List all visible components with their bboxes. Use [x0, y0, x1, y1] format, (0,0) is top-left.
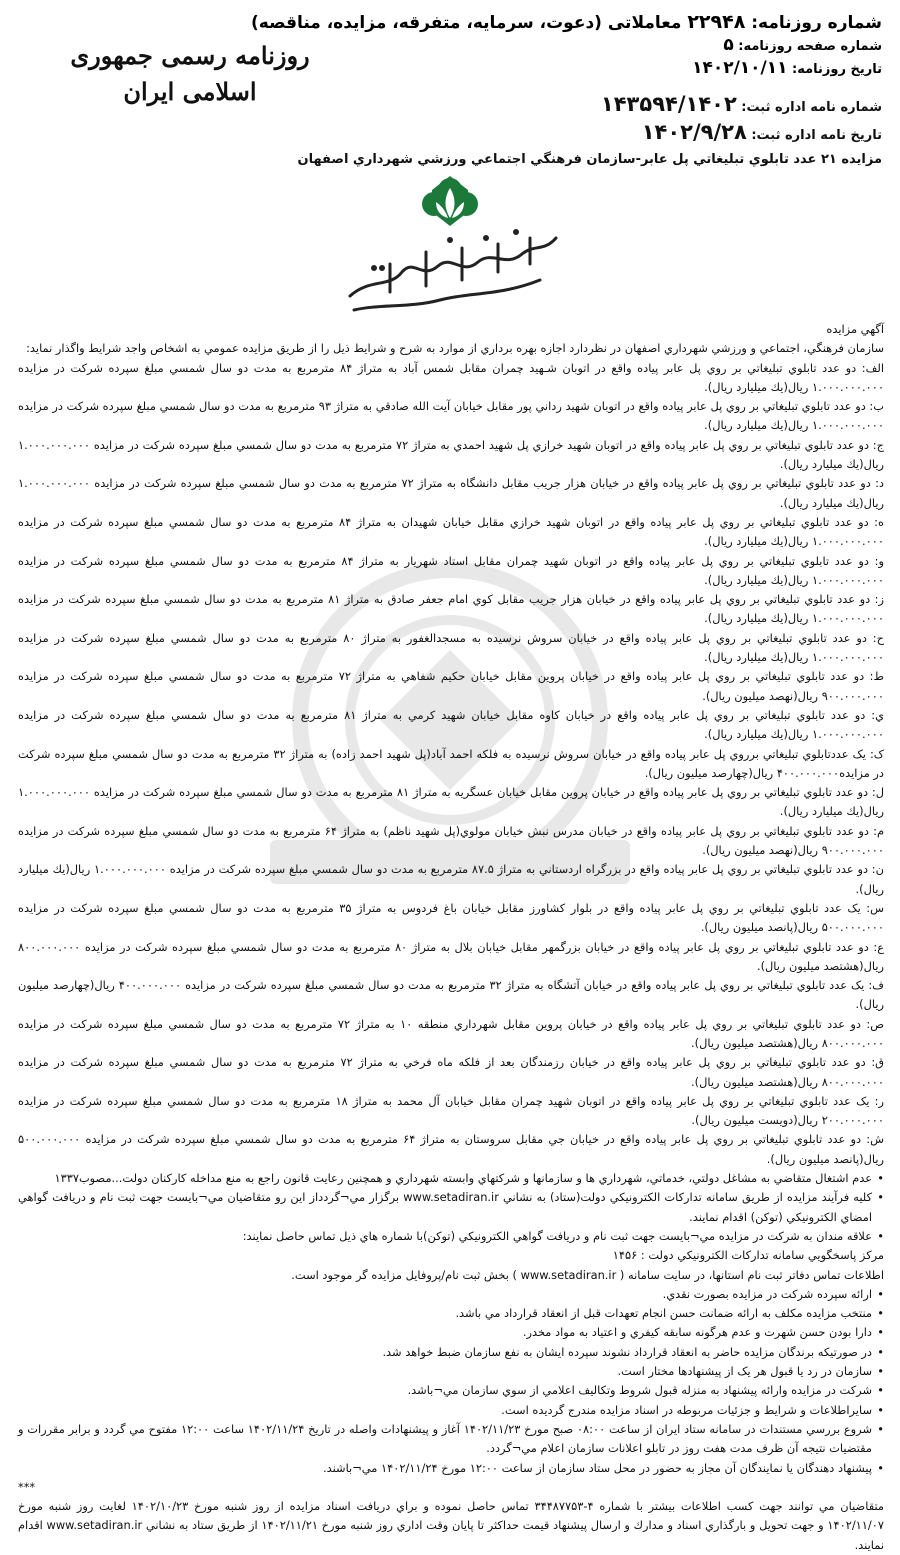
list-item: د: دو عدد تابلوي تبليغاتي بر روي پل عابر پياده واقع در خيابان هزار جريب مقابل دانشگاه به متراژ ۷۲ مترمربع به مدت دو سال شمسي مبلغ سپرده شركت در مزايده ۱.۰۰۰.۰۰۰.۰۰۰ ريال(يك ميليارد ريال).	[18, 476, 884, 510]
condition-item: • علاقه مندان به شركت در مزايده مي¬بايست جهت ثبت نام و دريافت گواهي الكترونيكي (توكن)با شماره هاي ذيل تماس حاصل نمايند:	[18, 1227, 884, 1246]
list-item: ح: دو عدد تابلوي تبليغاتي بر روي پل عابر پياده واقع در خيابان سروش نرسيده به مسجدالغفور به متراژ ۸۰ مترمربع به مدت دو سال شمسي مبلغ سپرده شركت در مزايده ۱.۰۰۰.۰۰۰.۰۰۰ ريال(يك ميليارد ريال).	[18, 630, 884, 665]
list-item: ک: يک عددتابلوي تبليغاتي برروي پل عابر پياده واقع در خيابان سروش نرسيده به فلكه احمد آباد(پل شهيد احمد زاده) به متراژ ۳۲ مترمربع به مدت دو سال شمسي مبلغ سپرده شركت در مزايده۴۰۰.۰۰۰.۰۰۰ ريال(چهارصد ميليون ريال).	[18, 746, 885, 780]
terms-list	[18, 1285, 884, 1478]
term-item: • ارائه سپرده شركت در مزايده بصورت نقدي.	[18, 1285, 884, 1304]
term-item: • در صورتيكه برندگان مزايده حاضر به انعقاد قرارداد نشوند سپرده ايشان به نفع سازمان ضبط خواهد شد.	[18, 1343, 884, 1362]
newspaper-header	[251, 10, 882, 81]
list-item: ف: يک عدد تابلوي تبليغاتي بر روي پل عابر پياده واقع در خيابان آتشگاه به متراژ ۳۲ مترمربع به مدت دو سال شمسي مبلغ سپرده شركت در مزايده ۴۰۰.۰۰۰.۰۰۰ ريال(چهارصد ميليون ريال).	[18, 978, 884, 1012]
conditions-list	[18, 1169, 884, 1246]
term-item: • دارا بودن حسن شهرت و عدم هرگونه سابقه كيفري و اعتياد به مواد مخدر.	[18, 1323, 884, 1342]
list-item: ط: دو عدد تابلوي تبليغاتي بر روي پل عابر پياده واقع در خيابان پروين مقابل خيابان حكيم شفاهي به متراژ ۷۲ مترمربع به مدت دو سال شمسي مبلغ سپرده شركت در مزايده ۹۰۰.۰۰۰.۰۰۰ ريال(نهصد ميليون ريال).	[18, 669, 884, 703]
term-item: • پيشنهاد دهندگان يا نمايندگان آن مجاز به حضور در محل ستاد سازمان از ساعت ۱۲:۰۰ مورخ ۱۴۰۲/۱۱/۲۴ مي¬باشند.	[18, 1459, 884, 1478]
closing-paragraph: متقاضيان مي توانند جهت كسب اطلاعات بيشتر با شماره ۴-۳۴۴۸۷۷۵۳ تماس حاصل نموده و براي دريافت اسناد مزايده از روز شنبه مورخ ۱۴۰۲/۱۰/۲۳ لغايت روز شنبه مورخ ۱۴۰۲/۱۱/۰۷ و جهت تحويل و بارگذاري اسناد و مدارك و ارسال پيشنهاد قيمت حداكثر تا پايان وقت اداري روز شنبه مورخ ۱۴۰۲/۱۱/۲۱ از طريق ستاد به نشاني www.setadiran.ir اقدام نمايند.	[18, 1499, 884, 1552]
list-item: ه: دو عدد تابلوي تبليغاتي بر روي پل عابر پياده واقع در اتوبان شهيد خرازي مقابل خيابان شهيدان به متراژ ۸۴ مترمربع به مدت دو سال شمسي مبلغ سپرده شركت در مزايده ۱.۰۰۰.۰۰۰.۰۰۰ ريال(يك ميليارد ريال).	[18, 514, 884, 549]
letter-date-label: تاریخ نامه اداره ثبت:	[751, 128, 882, 143]
term-item: • سازمان در رد يا قبول هر يک از پيشنهادها مختار است.	[18, 1362, 884, 1381]
newspaper-section: معاملاتی (دعوت، سرمایه، متفرقه، مزایده، مناقصه)	[251, 13, 682, 33]
list-item: الف: دو عدد تابلوي تبليغاتي بر روي پل عابر پياده واقع در اتوبان شـهيد چمران مقابل شمس آباد به متراژ ۸۴ مترمربع به مدت دو سال شمسي مبلغ سپرده شركت در مزايده ۱.۰۰۰.۰۰۰.۰۰۰ ريال(يك ميليارد ريال).	[18, 360, 884, 394]
auction-body	[18, 320, 884, 1555]
list-item: ر: يک عدد تابلوي تبليغاتي بر روي پل عابر پياده واقع در اتوبان شهيد چمران مقابل خيابان آل محمد به متراژ ۱۸ مترمربع به مدت دو سال شمسي مبلغ سپرده شركت در مزايده ۲۰۰.۰۰۰.۰۰۰ ريال(دويست ميليون ريال).	[18, 1093, 885, 1128]
list-item: ب: دو عدد تابلوي تبليغاتي بر روي پل عابر پياده واقع در اتوبان شهيد رداني پور مقابل خيابان آيت الله صادقي به متراژ ۹۳ مترمربع به مدت دو سال شمسي مبلغ سپرده شركت در مزايده ۱.۰۰۰.۰۰۰.۰۰۰ ريال(يك ميليارد ريال).	[18, 399, 884, 433]
separator-stars: ***	[18, 1479, 36, 1494]
term-item: • شروع بررسي مستندات در سامانه ستاد ايران از ساعت ۰۸:۰۰ صبح مورخ ۱۴۰۲/۱۱/۲۳ آغاز و پيشنهادات واصله در تاريخ ۱۴۰۲/۱۱/۲۴ ساعت ۱۲:۰۰ مفتوح مي گردد و برابر مقررات و مقتضيات نتيجه آن ظرف مدت هفت روز در تابلو اعلانات سازمان اعلام مي¬گردد.	[18, 1420, 884, 1459]
organization-logo	[330, 168, 570, 328]
list-item: ج: دو عدد تابلوي تبليغاتي بر روي پل عابر پياده واقع در اتوبان شهيد خرازي پل شهيد احمدي به متراژ ۷۲ مترمربع به مدت دو سال شمسي مبلغ سپرده شركت در مزايده ۱.۰۰۰.۰۰۰.۰۰۰ ريال(يك ميليارد ريال).	[18, 437, 884, 472]
letter-number-label: شماره نامه اداره ثبت:	[741, 100, 882, 115]
newspaper-date-line	[462, 57, 882, 81]
ad-heading: آگهي مزايده	[826, 322, 884, 336]
letter-date: ۱۴۰۲/۹/۲۸	[641, 120, 747, 144]
list-item: و: دو عدد تابلوي تبليغاتي بر روي پل عابر پياده واقع در اتوبان شهيد چمران مقابل استاد شهريار به متراژ ۸۴ مترمربع به مدت دو سال شمسي مبلغ سپرده شركت در مزايده ۱.۰۰۰.۰۰۰.۰۰۰ ريال(يك ميليارد ريال).	[18, 553, 884, 587]
newspaper-number-label: شماره روزنامه:	[751, 13, 882, 33]
list-item: ق: دو عدد تابلوي تبليغاتي بر روي پل عابر پياده واقع در خيابان رزمندگان بعد از فلكه ماه فرخي به متراژ ۷۲ مترمربع به مدت دو سال شمسي مبلغ سپرده شركت در مزايده ۸۰۰.۰۰۰.۰۰۰ ريال(هشتصد ميليون ريال).	[18, 1055, 884, 1089]
registration-block	[462, 92, 882, 148]
condition-item: • عدم اشتغال متقاضي به مشاغل دولتي، خدماتي، شهرداري ها و سازمانها و شركتهاي وابسته شهرداري و همچنين رعايت قانون راجع به منع مداخله كاركنان دولت...مصوب۱۳۳۷	[18, 1169, 884, 1188]
support-line: مركز پاسخگويي سامانه تداركات الكترونيكي دولت : ۱۴۵۶	[612, 1248, 884, 1263]
intro-paragraph: سازمان فرهنگي، اجتماعي و ورزشي شهرداري اصفهان در نظردارد اجازه بهره برداري از موارد به شرح و شرايط ذيل را از طريق مزايده عمومي به اشخاص واجد شرايط واگذار نمايد:	[26, 341, 884, 356]
masthead-title: روزنامه رسمی جمهوری اسلامی ایران	[70, 41, 310, 106]
list-item: ش: دو عدد تابلوي تبليغاتي بر روي پل عابر پياده واقع در خيابان جي مقابل سروستان به متراژ ۶۴ مترمربع به مدت دو سال شمسي مبلغ سپرده شركت در مزايده ۵۰۰.۰۰۰.۰۰۰ ريال(پانصد ميليون ريال).	[18, 1132, 884, 1166]
list-item: ن: دو عدد تابلوي تبليغاتي بر روي پل عابر پياده واقع در بزرگراه اردستاني به متراژ ۸۷.۵ مترمربع به مدت دو سال شمسي مبلغ سپرده شركت در مزايده ۱.۰۰۰.۰۰۰.۰۰۰ ريال(يك ميليارد ريال).	[18, 862, 884, 896]
term-item: • شركت در مزايده وارائه پيشنهاد به منزله قبول شروط وتكاليف اعلامي از سوي سازمان مي¬باشد.	[18, 1381, 884, 1400]
list-item: م: دو عدد تابلوي تبليغاتي بر روي پل عابر پياده واقع در خيابان مدرس نبش خيابان مولوي(پل شهيد ناظم) به متراژ ۶۴ مترمربع به مدت دو سال شمسي مبلغ سپرده شركت در مزايده ۹۰۰.۰۰۰.۰۰۰ ريال(نهصد ميليون ريال).	[18, 823, 884, 858]
letter-date-line	[462, 120, 882, 148]
newspaper-number-line	[251, 10, 882, 35]
term-item: • سايراطلاعات و شرايط و جزئيات مربوطه در اسناد مزايده مندرج گرديده است.	[18, 1401, 884, 1420]
list-item: ي: دو عدد تابلوي تبليغاتي بر روي پل عابر پياده واقع در خيابان كاوه مقابل خيابان شهيد كرمي به متراژ ۸۱ مترمربع به مدت دو سال شمسي مبلغ سپرده شركت در مزايده ۱.۰۰۰.۰۰۰.۰۰۰ ريال(يك ميليارد ريال).	[18, 707, 884, 742]
list-item: ز: دو عدد تابلوي تبليغاتي بر روي پل عابر پياده واقع در خيابان هزار جريب مقابل كوي امام جعفر صادق به متراژ ۸۱ مترمربع به مدت دو سال شمسي مبلغ سپرده شركت در مزايده ۱.۰۰۰.۰۰۰.۰۰۰ ريال(يك ميليارد ريال).	[18, 592, 884, 626]
page-number-label: شماره صفحه روزنامه:	[738, 39, 882, 54]
newspaper-date-label: تاریخ روزنامه:	[792, 62, 882, 77]
list-item: ل: دو عدد تابلوي تبليغاتي بر روي پل عابر پياده واقع در خيابان پروين مقابل خيابان عسگريه به متراژ ۸۱ مترمربع به مدت دو سال شمسي مبلغ سپرده شركت در مزايده ۱.۰۰۰.۰۰۰.۰۰۰ ريال(يك ميليارد ريال).	[18, 785, 884, 819]
newspaper-number: ۲۲۹۴۸	[687, 11, 746, 33]
auction-title: مزایده ۲۱ عدد تابلوي تبليغاتي پل عابر-سازمان فرهنگي اجتماعي ورزشي شهرداري اصفهان	[297, 152, 882, 167]
letter-number-line	[462, 92, 882, 120]
list-item: ع: دو عدد تابلوي تبليغاتي بر روي پل عابر پياده واقع در خيابان بزرگمهر مقابل خيابان بلال به متراژ ۸۰ مترمربع به مدت دو سال شمسي مبلغ سپرده شركت در مزايده ۸۰۰.۰۰۰.۰۰۰ ريال(هشتصد ميليون ريال).	[18, 939, 885, 973]
page-number-line	[462, 35, 882, 57]
letter-number: ۱۴۳۵۹۴/۱۴۰۲	[600, 92, 737, 116]
newspaper-date: ۱۴۰۲/۱۰/۱۱	[692, 58, 788, 78]
term-item: • منتخب مزايده مكلف به ارائه ضمانت حسن انجام تعهدات قبل از انعقاد قرارداد مي باشد.	[18, 1304, 884, 1323]
page-number: ۵	[723, 35, 734, 55]
offices-line: اطلاعات تماس دفاتر ثبت نام استانها، در سايت سامانه ( www.setadiran.ir ) بخش ثبت نام/پروفايل مزايده گر موجود است.	[291, 1267, 884, 1282]
logo-icon	[330, 168, 570, 328]
condition-item: • كليه فرآيند مزايده از طريق سامانه تداركات الكترونيكي دولت(ستاد) به نشاني www.setadiran.ir برگزار مي¬گردداز اين رو متقاضيان مي¬بايست جهت ثبت نام و دريافت گواهي امضاي الكترونيكي (توكن) اقدام نمايند.	[18, 1188, 884, 1227]
list-item: س: يک عدد تابلوي تبليغاتي بر روي پل عابر پياده واقع در بلوار كشاورز مقابل خيابان باغ فردوس به متراژ ۳۵ مترمربع به مدت دو سال شمسي مبلغ سپرده شركت در مزايده ۵۰۰.۰۰۰.۰۰۰ ريال(پانصد ميليون ريال).	[18, 900, 885, 935]
list-item: ص: دو عدد تابلوي تبليغاتي بر روي پل عابر پياده واقع در خيابان پروين مقابل شهرداري منطقه ۱۰ به متراژ ۷۲ مترمربع به مدت دو سال شمسي مبلغ سپرده شركت در مزايده ۸۰۰.۰۰۰.۰۰۰ ريال(هشتصد ميليون ريال).	[18, 1016, 884, 1050]
